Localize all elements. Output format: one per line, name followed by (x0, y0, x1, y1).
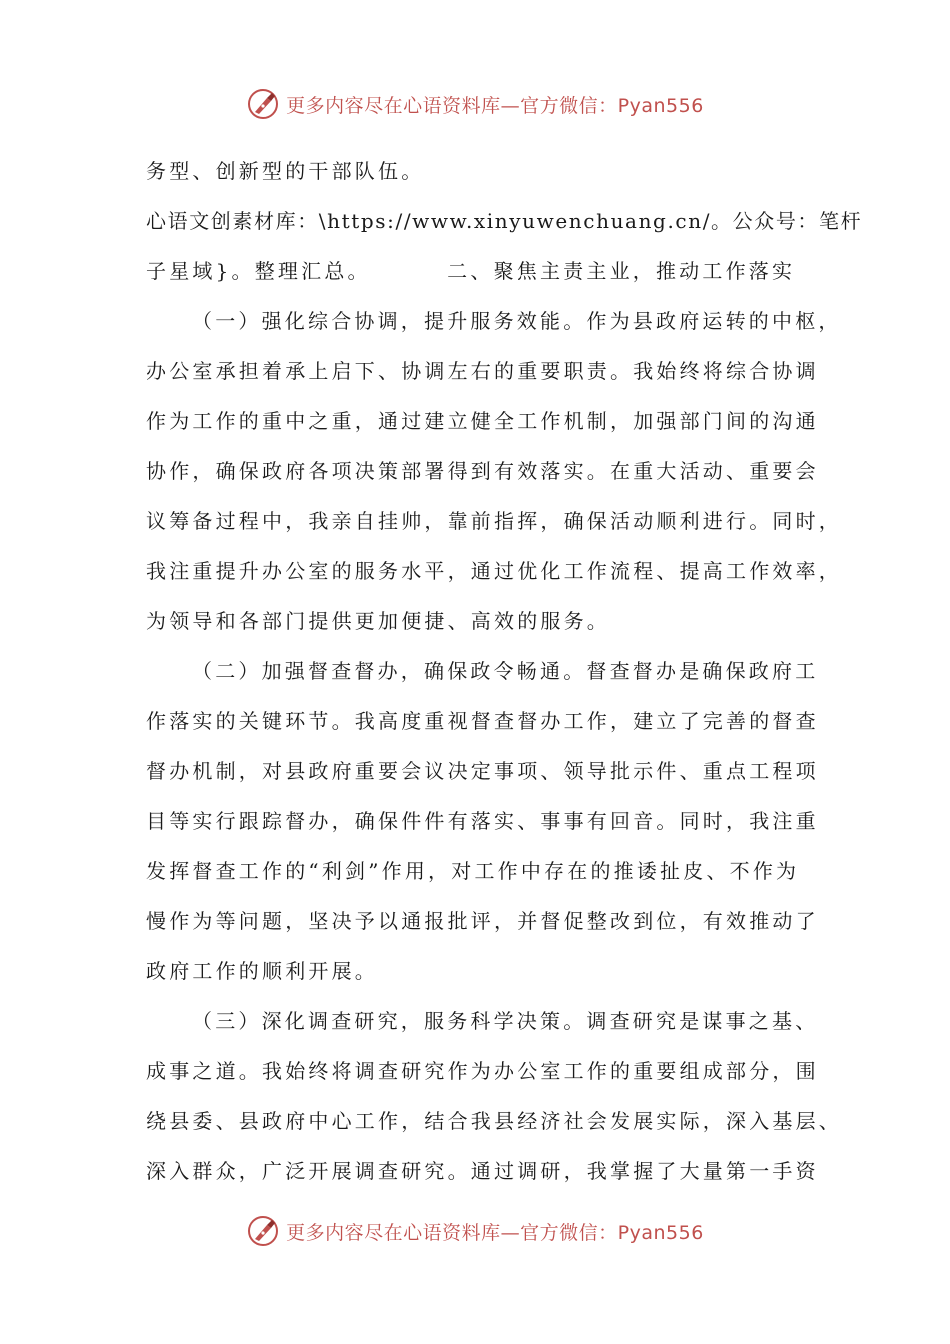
body-line: 议筹备过程中，我亲自挂帅，靠前指挥，确保活动顺利进行。同时， (146, 509, 842, 533)
body-line: 发挥督查工作的“利剑”作用，对工作中存在的推诿扯皮、不作为 (146, 859, 800, 883)
footer-banner-label: 更多内容尽在心语资料库—官方微信： (286, 1221, 618, 1244)
body-line: 成事之道。我始终将调查研究作为办公室工作的重要组成部分，围 (146, 1059, 819, 1083)
body-line: 心语文创素材库：\https://www.xinyuwenchuang.cn/。公众号：笔杆 (146, 209, 863, 233)
paragraph-start: （三）深化调查研究，服务科学决策。调查研究是谋事之基、 (192, 1009, 819, 1033)
body-line: 为领导和各部门提供更加便捷、高效的服务。 (146, 609, 610, 633)
paragraph-start: （二）加强督查督办，确保政令畅通。督查督办是确保政府工 (192, 659, 819, 683)
pen-nib-logo-icon (246, 87, 280, 121)
pen-nib-logo-icon (246, 1214, 280, 1248)
body-line: 办公室承担着承上启下、协调左右的重要职责。我始终将综合协调 (146, 359, 819, 383)
body-line: 政府工作的顺利开展。 (146, 959, 378, 983)
body-line: 子星域}。整理汇总。 二、聚焦主责主业，推动工作落实 (146, 259, 796, 283)
footer-banner (0, 1207, 950, 1255)
body-line: 慢作为等问题，坚决予以通报批评，并督促整改到位，有效推动了 (146, 909, 819, 933)
body-line: 协作，确保政府各项决策部署得到有效落实。在重大活动、重要会 (146, 459, 819, 483)
header-banner-label: 更多内容尽在心语资料库—官方微信： (286, 94, 618, 117)
document-body (146, 146, 863, 1196)
header-banner-text (286, 91, 704, 118)
footer-banner-text (286, 1218, 704, 1245)
header-banner-inner (246, 87, 704, 121)
footer-banner-inner (246, 1214, 704, 1248)
body-line: 目等实行跟踪督办，确保件件有落实、事事有回音。同时，我注重 (146, 809, 819, 833)
body-line: 深入群众，广泛开展调查研究。通过调研，我掌握了大量第一手资 (146, 1159, 819, 1183)
header-banner (0, 80, 950, 128)
body-line: 绕县委、县政府中心工作，结合我县经济社会发展实际，深入基层、 (146, 1109, 842, 1133)
body-line: 务型、创新型的干部队伍。 (146, 159, 425, 183)
body-line: 督办机制，对县政府重要会议决定事项、领导批示件、重点工程项 (146, 759, 819, 783)
body-line: 作为工作的重中之重，通过建立健全工作机制，加强部门间的沟通 (146, 409, 819, 433)
body-line: 作落实的关键环节。我高度重视督查督办工作，建立了完善的督查 (146, 709, 819, 733)
header-wechat-id: Pyan556 (617, 94, 704, 117)
body-line: 我注重提升办公室的服务水平，通过优化工作流程、提高工作效率， (146, 559, 842, 583)
footer-wechat-id: Pyan556 (617, 1221, 704, 1244)
paragraph-start: （一）强化综合协调，提升服务效能。作为县政府运转的中枢， (192, 309, 842, 333)
